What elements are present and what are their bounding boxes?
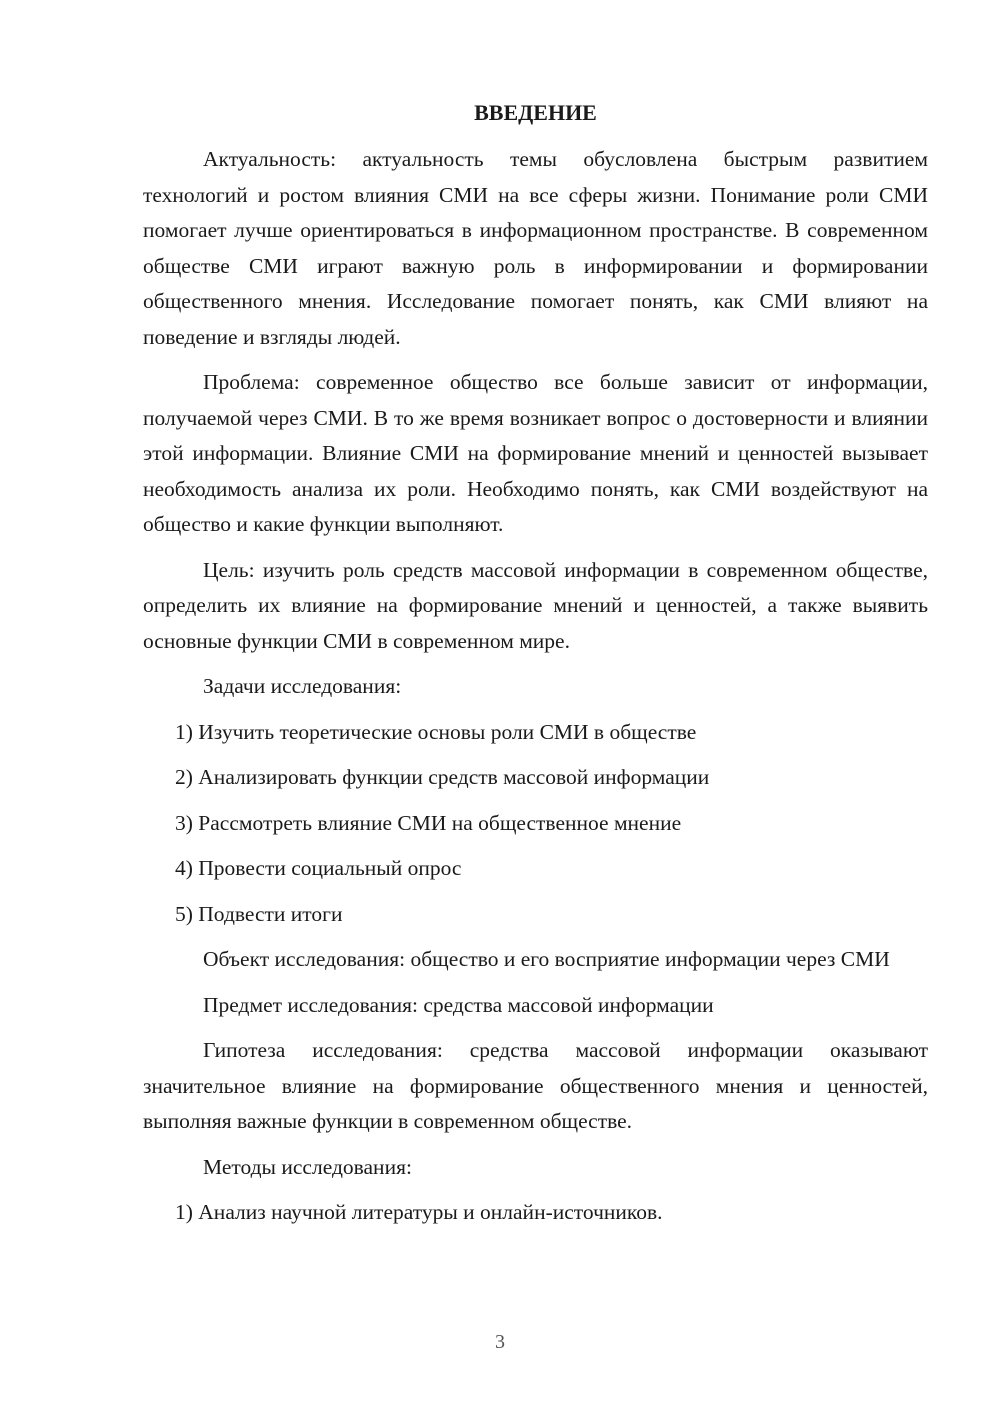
methods-heading: Методы исследования: [203, 1154, 412, 1179]
list-item: 4) Провести социальный опрос [175, 856, 462, 880]
relevance-paragraph: Актуальность: актуальность темы обусловлена быстрым развитием технологий и ростом влияния СМИ на все сферы жизни. Понимание роли СМИ помогает лучше ориентироваться в информационном пространстве. В современном обществе СМИ играют важную роль в информировании и формировании общественного мнения. Исследование помогает понять, как СМИ влияют на поведение и взгляды людей. [143, 147, 928, 349]
list-item: 2) Анализировать функции средств массовой информации [175, 765, 710, 789]
list-item: 3) Рассмотреть влияние СМИ на общественное мнение [175, 810, 682, 835]
list-item: 1) Анализ научной литературы и онлайн-источников. [175, 1200, 663, 1224]
list-item: 5) Подвести итоги [175, 901, 343, 926]
tasks-list [143, 715, 928, 933]
object-paragraph: Объект исследования: общество и его восприятие информации через СМИ [203, 947, 890, 971]
hypothesis-paragraph: Гипотеза исследования: средства массовой информации оказывают значительное влияние на формирование общественного мнения и ценностей, выполняя важные функции в современном обществе. [143, 1038, 928, 1133]
tasks-heading: Задачи исследования: [203, 674, 402, 698]
page-number: 3 [495, 1331, 505, 1353]
page-title: ВВЕДЕНИЕ [474, 100, 597, 125]
problem-paragraph: Проблема: современное общество все больше зависит от информации, получаемой через СМИ. В то же время возникает вопрос о достоверности и влиянии этой информации. Влияние СМИ на формирование мнений и ценностей вызывает необходимость анализа их роли. Необходимо понять, как СМИ воздействуют на общество и какие функции выполняют. [143, 370, 928, 536]
methods-list [143, 1195, 928, 1231]
goal-paragraph: Цель: изучить роль средств массовой информации в современном обществе, определить их влияние на формирование мнений и ценностей, а также выявить основные функции СМИ в современном мире. [143, 557, 928, 653]
subject-paragraph: Предмет исследования: средства массовой информации [203, 992, 714, 1017]
list-item: 1) Изучить теоретические основы роли СМИ в обществе [175, 719, 697, 744]
